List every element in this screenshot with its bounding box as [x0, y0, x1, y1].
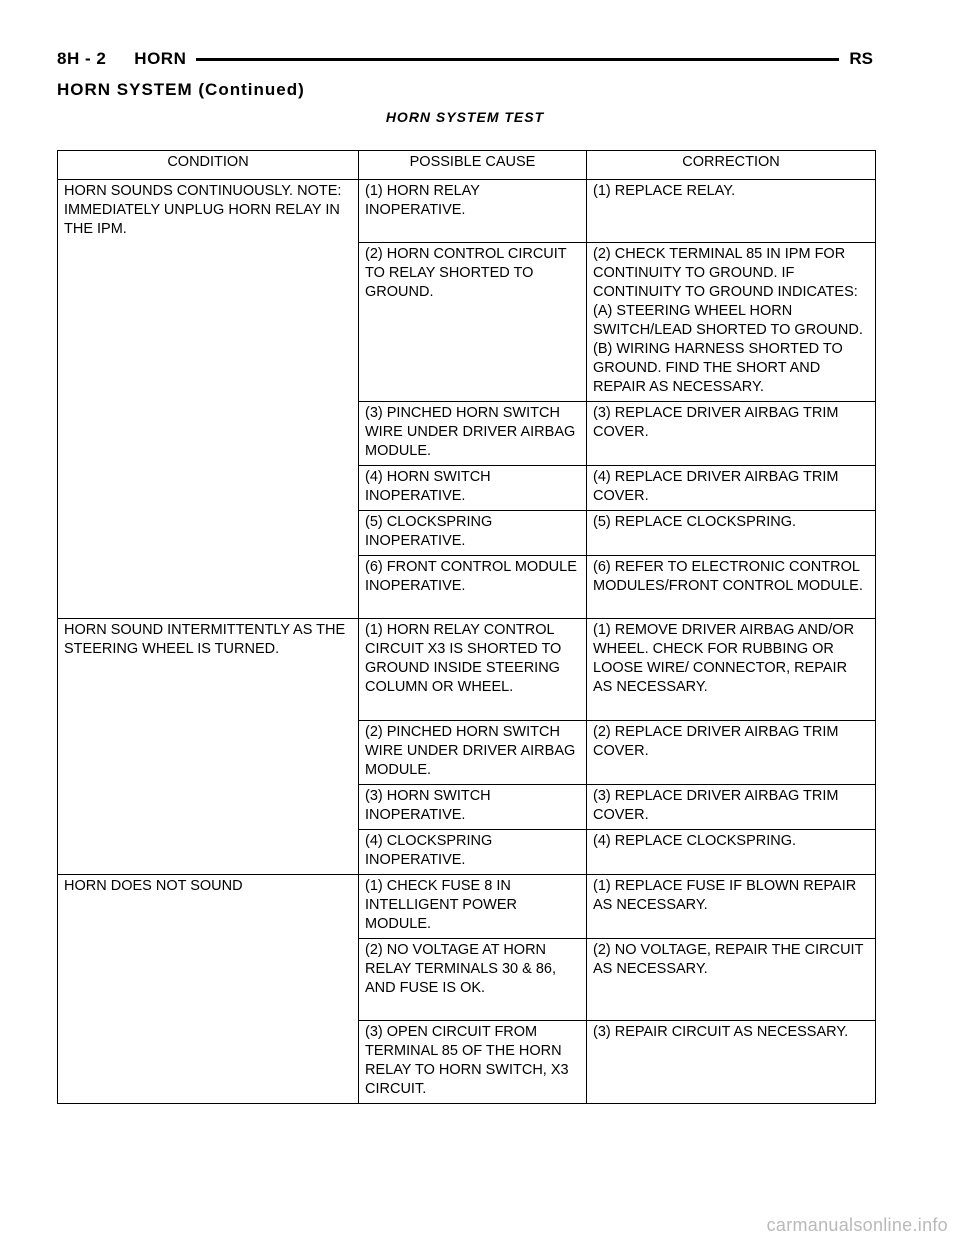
condition-cell: HORN SOUNDS CONTINUOUSLY. NOTE: IMMEDIATELY UNPLUG HORN RELAY IN THE IPM.	[58, 180, 359, 619]
table-row	[58, 619, 876, 721]
cause-cell: (1) HORN RELAY CONTROL CIRCUIT X3 IS SHORTED TO GROUND INSIDE STEERING COLUMN OR WHEEL.	[359, 619, 587, 721]
cause-cell: (2) PINCHED HORN SWITCH WIRE UNDER DRIVER AIRBAG MODULE.	[359, 721, 587, 785]
correction-cell: (5) REPLACE CLOCKSPRING.	[587, 511, 876, 556]
column-header-correction: CORRECTION	[587, 151, 876, 180]
model-code: RS	[849, 49, 873, 68]
correction-cell: (1) REPLACE RELAY.	[587, 180, 876, 243]
column-header-cause: POSSIBLE CAUSE	[359, 151, 587, 180]
correction-cell: (1) REMOVE DRIVER AIRBAG AND/OR WHEEL. CHECK FOR RUBBING OR LOOSE WIRE/ CONNECTOR, REPAIR AS NECESSARY.	[587, 619, 876, 721]
condition-cell: HORN SOUND INTERMITTENTLY AS THE STEERING WHEEL IS TURNED.	[58, 619, 359, 875]
cause-cell: (1) CHECK FUSE 8 IN INTELLIGENT POWER MODULE.	[359, 875, 587, 939]
cause-cell: (6) FRONT CONTROL MODULE INOPERATIVE.	[359, 556, 587, 619]
condition-cell: HORN DOES NOT SOUND	[58, 875, 359, 1104]
page-number: 8H - 2	[57, 49, 107, 68]
correction-cell: (2) REPLACE DRIVER AIRBAG TRIM COVER.	[587, 721, 876, 785]
correction-cell: (3) REPLACE DRIVER AIRBAG TRIM COVER.	[587, 402, 876, 466]
cause-cell: (5) CLOCKSPRING INOPERATIVE.	[359, 511, 587, 556]
page-header	[57, 44, 873, 74]
cause-cell: (3) PINCHED HORN SWITCH WIRE UNDER DRIVER AIRBAG MODULE.	[359, 402, 587, 466]
table-row	[58, 180, 876, 243]
correction-cell: (3) REPLACE DRIVER AIRBAG TRIM COVER.	[587, 785, 876, 830]
cause-cell: (2) HORN CONTROL CIRCUIT TO RELAY SHORTED TO GROUND.	[359, 243, 587, 402]
correction-cell: (1) REPLACE FUSE IF BLOWN REPAIR AS NECESSARY.	[587, 875, 876, 939]
section-subtitle: HORN SYSTEM (Continued)	[57, 80, 305, 99]
section-name: HORN	[134, 49, 187, 68]
cause-cell: (3) HORN SWITCH INOPERATIVE.	[359, 785, 587, 830]
correction-cell: (3) REPAIR CIRCUIT AS NECESSARY.	[587, 1021, 876, 1104]
header-rule	[196, 58, 839, 61]
cause-cell: (4) HORN SWITCH INOPERATIVE.	[359, 466, 587, 511]
correction-cell: (4) REPLACE CLOCKSPRING.	[587, 830, 876, 875]
correction-cell: (6) REFER TO ELECTRONIC CONTROL MODULES/FRONT CONTROL MODULE.	[587, 556, 876, 619]
table-row	[58, 875, 876, 939]
table-header-row	[58, 151, 876, 180]
cause-cell: (2) NO VOLTAGE AT HORN RELAY TERMINALS 30 & 86, AND FUSE IS OK.	[359, 939, 587, 1021]
cause-cell: (1) HORN RELAY INOPERATIVE.	[359, 180, 587, 243]
diagnosis-table	[57, 150, 876, 1104]
correction-cell: (2) CHECK TERMINAL 85 IN IPM FOR CONTINUITY TO GROUND. IF CONTINUITY TO GROUND INDICATES: (A) STEERING WHEEL HORN SWITCH/LEAD SHORTED TO GROUND. (B) WIRING HARNESS SHORTED TO GROUND. FIND THE SHORT AND REPAIR AS NECESSARY.	[587, 243, 876, 402]
cause-cell: (3) OPEN CIRCUIT FROM TERMINAL 85 OF THE HORN RELAY TO HORN SWITCH, X3 CIRCUIT.	[359, 1021, 587, 1104]
table-title: HORN SYSTEM TEST	[385, 109, 545, 125]
column-header-condition: CONDITION	[58, 151, 359, 180]
correction-cell: (2) NO VOLTAGE, REPAIR THE CIRCUIT AS NECESSARY.	[587, 939, 876, 1021]
watermark: carmanualsonline.info	[766, 1215, 948, 1235]
cause-cell: (4) CLOCKSPRING INOPERATIVE.	[359, 830, 587, 875]
correction-cell: (4) REPLACE DRIVER AIRBAG TRIM COVER.	[587, 466, 876, 511]
